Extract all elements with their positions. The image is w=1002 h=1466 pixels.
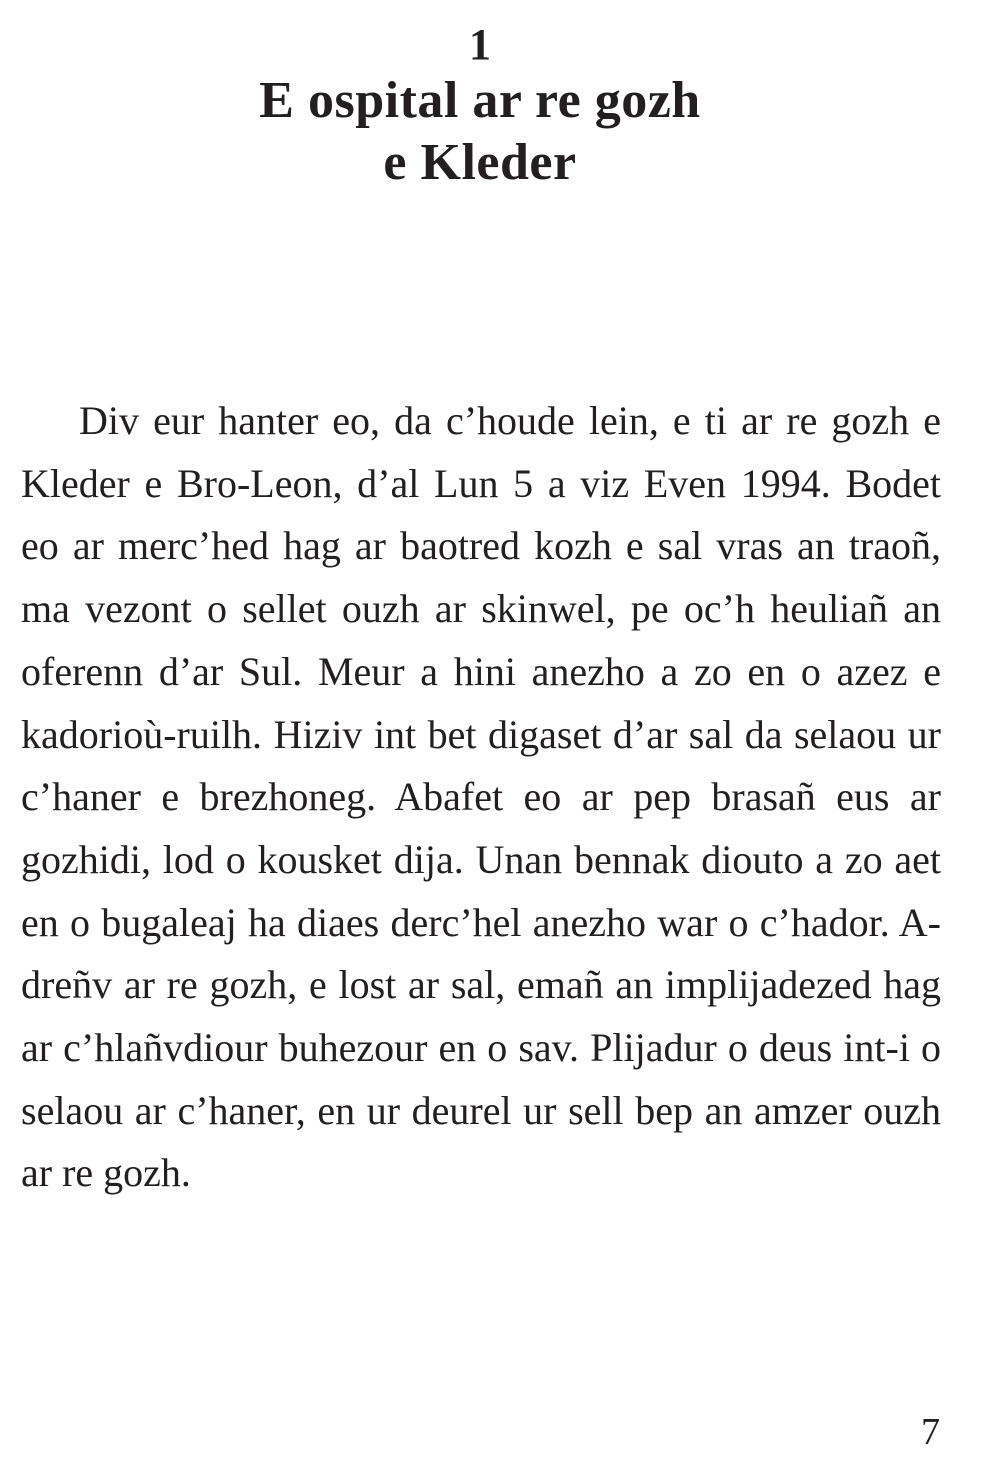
page-number: 7 (921, 1411, 940, 1453)
chapter-number: 1 (469, 20, 491, 69)
chapter-heading (0, 20, 960, 194)
chapter-title-line-2: e Kleder (383, 134, 577, 191)
body-paragraph: Div eur hanter eo, da c’houde lein, e ti ar re gozh e Kleder e Bro-Leon, d’al Lun 5 a viz Even 1994. Bodet eo ar merc’hed hag ar baotred kozh e sal vras an traoñ, ma vezont o sellet ouzh ar skinwel, pe oc’h heuliañ an oferenn d’ar Sul. Meur a hini anezho a zo en o azez e kadorioù-ruilh. Hiziv int bet digaset d’ar sal da selaou ur c’haner e brezhoneg. Abafet eo ar pep brasañ eus ar gozhidi, lod o kousket dija. Unan bennak diouto a zo aet en o bugaleaj ha diaes derc’hel anezho war o c’hador. A-dreñv ar re gozh, e lost ar sal, emañ an implijadezed hag ar c’hlañvdiour buhezour en o sav. Plijadur o deus int-i o selaou ar c’haner, en ur deurel ur sell bep an amzer ouzh ar re gozh. (21, 398, 941, 1196)
chapter-title-line-1: E ospital ar re gozh (259, 72, 701, 129)
